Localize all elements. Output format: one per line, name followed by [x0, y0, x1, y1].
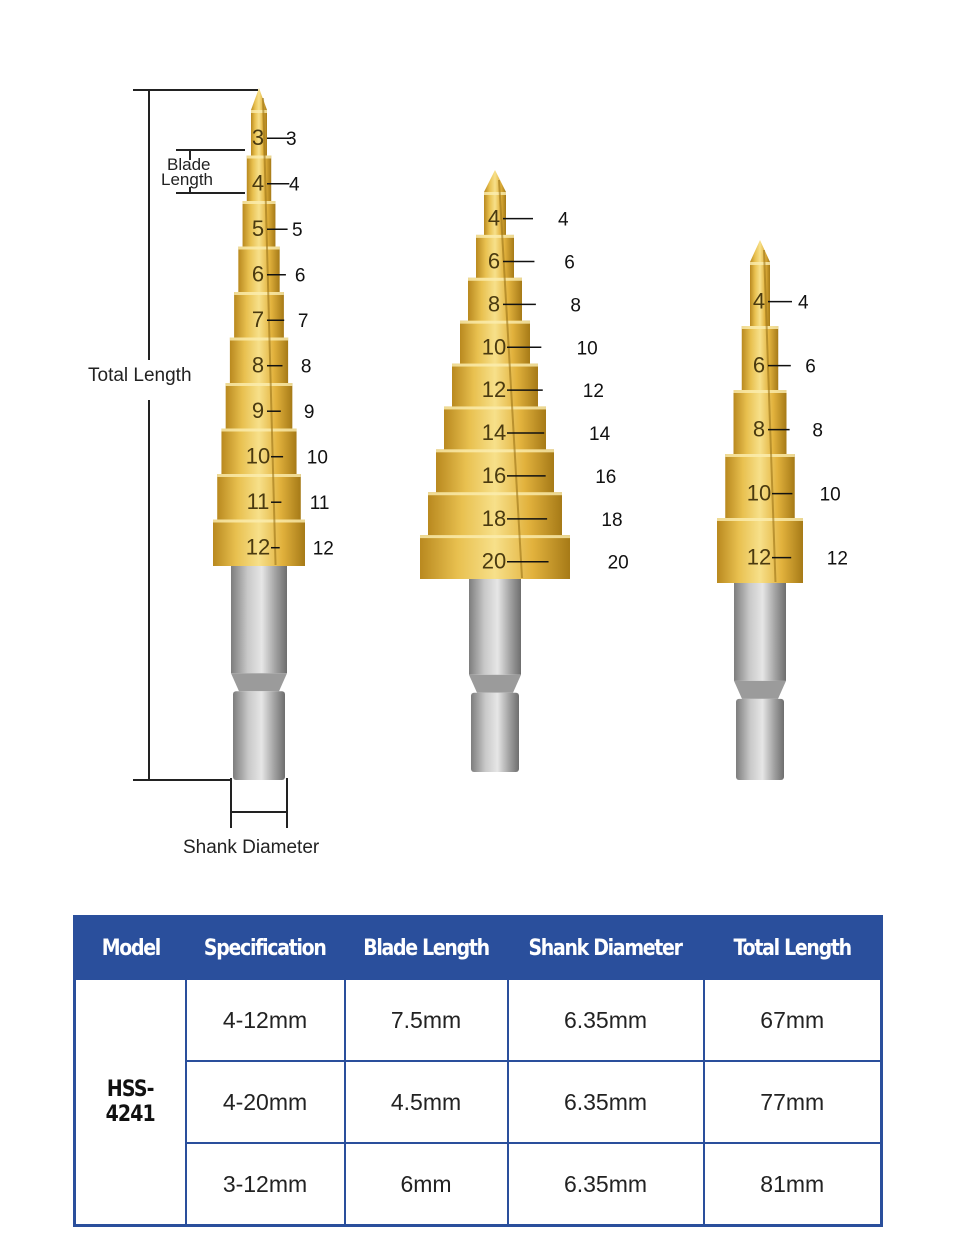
shank-diameter-cell: 6.35mm	[508, 979, 704, 1061]
step-size-label: 20	[607, 552, 629, 574]
step-edge	[226, 383, 293, 386]
engraved-size: 3	[251, 125, 265, 151]
shank-neck	[469, 675, 521, 693]
step-size-label: 3	[286, 129, 297, 151]
step-edge	[742, 326, 779, 329]
header-model: Model	[75, 917, 186, 980]
engraved-size: 16	[481, 462, 507, 488]
engraved-size: 10	[481, 334, 507, 360]
blade-length-cell: 6mm	[345, 1143, 508, 1226]
step-edge	[436, 449, 554, 452]
shank	[734, 572, 786, 681]
engraved-size: 12	[746, 544, 772, 570]
step-edge	[717, 518, 803, 521]
engraved-size: 14	[481, 420, 507, 446]
step-size-label: 5	[291, 220, 303, 242]
step-edge	[234, 292, 284, 295]
step-edge	[444, 406, 546, 409]
step-size-label: 4	[288, 174, 300, 196]
total-length-label: Total Length	[88, 365, 192, 386]
step-edge	[750, 262, 770, 265]
step-edge	[428, 492, 562, 495]
table-row	[75, 979, 882, 1061]
tip	[251, 88, 267, 110]
shank-hex	[233, 691, 285, 780]
step-size-label: 6	[805, 356, 816, 378]
shank-hex	[736, 699, 784, 780]
step-size-label: 6	[294, 265, 306, 287]
shank-diameter-cell: 6.35mm	[508, 1143, 704, 1226]
engraved-size: 5	[251, 216, 265, 242]
engraved-size: 10	[245, 443, 271, 469]
engraved-size: 8	[752, 416, 766, 442]
shank-neck	[231, 673, 287, 691]
step-size-label: 4	[558, 209, 569, 231]
step-size-label: 12	[312, 538, 334, 560]
table-header-row	[75, 917, 882, 980]
step-edge	[213, 520, 305, 523]
engraved-size: 9	[251, 398, 265, 424]
blade-length-cell: 4.5mm	[345, 1061, 508, 1143]
step-edge	[251, 110, 267, 113]
step-size-label: 11	[309, 493, 330, 515]
step-size-label: 9	[303, 402, 315, 424]
tip	[750, 240, 770, 262]
engraved-size: 8	[487, 291, 501, 317]
engraved-size: 6	[251, 261, 265, 287]
step-edge	[238, 247, 279, 250]
step-edge	[734, 390, 787, 393]
step-edge	[476, 235, 514, 238]
step-size-label: 10	[306, 447, 328, 469]
header-blade-length: Blade Length	[345, 917, 508, 980]
step-edge	[221, 429, 296, 432]
shank-hex	[471, 693, 519, 772]
header-total-length: Total Length	[704, 917, 882, 980]
engraved-size: 4	[487, 205, 501, 231]
step-size-label: 8	[300, 356, 312, 378]
step-edge	[217, 474, 301, 477]
shank	[231, 555, 287, 673]
engraved-size: 12	[245, 534, 271, 560]
step-edge	[247, 156, 271, 159]
model-cell: HSS-4241	[75, 979, 186, 1226]
step-size-label: 8	[570, 295, 581, 317]
step-edge	[725, 454, 795, 457]
blade-length-label-line2: Length	[161, 170, 213, 189]
header-shank-diameter: Shank Diameter	[508, 917, 704, 980]
step-size-label: 16	[595, 466, 617, 488]
step-size-label: 12	[826, 548, 848, 570]
step-size-label: 6	[564, 252, 575, 274]
step-size-label: 18	[601, 509, 623, 531]
engraved-size: 12	[481, 377, 507, 403]
total-length-cell: 77mm	[704, 1061, 882, 1143]
blade-length-label-line1: Blade	[167, 155, 211, 174]
step-size-label: 4	[798, 292, 809, 314]
step-size-label: 10	[576, 338, 598, 360]
engraved-size: 8	[251, 352, 265, 378]
step-size-label: 8	[812, 420, 823, 442]
table-row	[75, 1143, 882, 1226]
engraved-size: 20	[481, 548, 507, 574]
engraved-size: 18	[481, 505, 507, 531]
drill-bit-3-12mm	[213, 88, 334, 780]
engraved-size: 6	[487, 248, 501, 274]
step-edge	[460, 321, 530, 324]
step-edge	[243, 201, 276, 204]
drill-bit-4-20mm	[420, 170, 629, 772]
total-length-cell: 81mm	[704, 1143, 882, 1226]
spec-table	[73, 915, 883, 1227]
engraved-size: 4	[251, 170, 265, 196]
drill-bit-4-12mm	[717, 240, 848, 780]
step-size-label: 14	[589, 424, 611, 446]
engraved-size: 6	[752, 352, 766, 378]
step-edge	[452, 364, 538, 367]
spec-cell: 3-12mm	[186, 1143, 345, 1226]
tip	[484, 170, 506, 192]
engraved-size: 7	[251, 307, 265, 333]
step-size-label: 7	[297, 311, 309, 333]
table-row	[75, 1061, 882, 1143]
spec-cell: 4-12mm	[186, 979, 345, 1061]
shank	[469, 568, 521, 675]
blade-length-cell: 7.5mm	[345, 979, 508, 1061]
spec-cell: 4-20mm	[186, 1061, 345, 1143]
shank-diameter-cell: 6.35mm	[508, 1061, 704, 1143]
engraved-size: 10	[746, 480, 772, 506]
engraved-size: 4	[752, 288, 766, 314]
step-size-label: 10	[819, 484, 841, 506]
shank-neck	[734, 681, 786, 699]
step-edge	[230, 338, 288, 341]
step-size-label: 12	[582, 381, 604, 403]
total-length-cell: 67mm	[704, 979, 882, 1061]
step-edge	[484, 192, 506, 195]
shank-diameter-label: Shank Diameter	[183, 837, 320, 858]
step-edge	[420, 535, 570, 538]
engraved-size: 11	[246, 489, 270, 515]
step-edge	[468, 278, 522, 281]
header-specification: Specification	[186, 917, 345, 980]
